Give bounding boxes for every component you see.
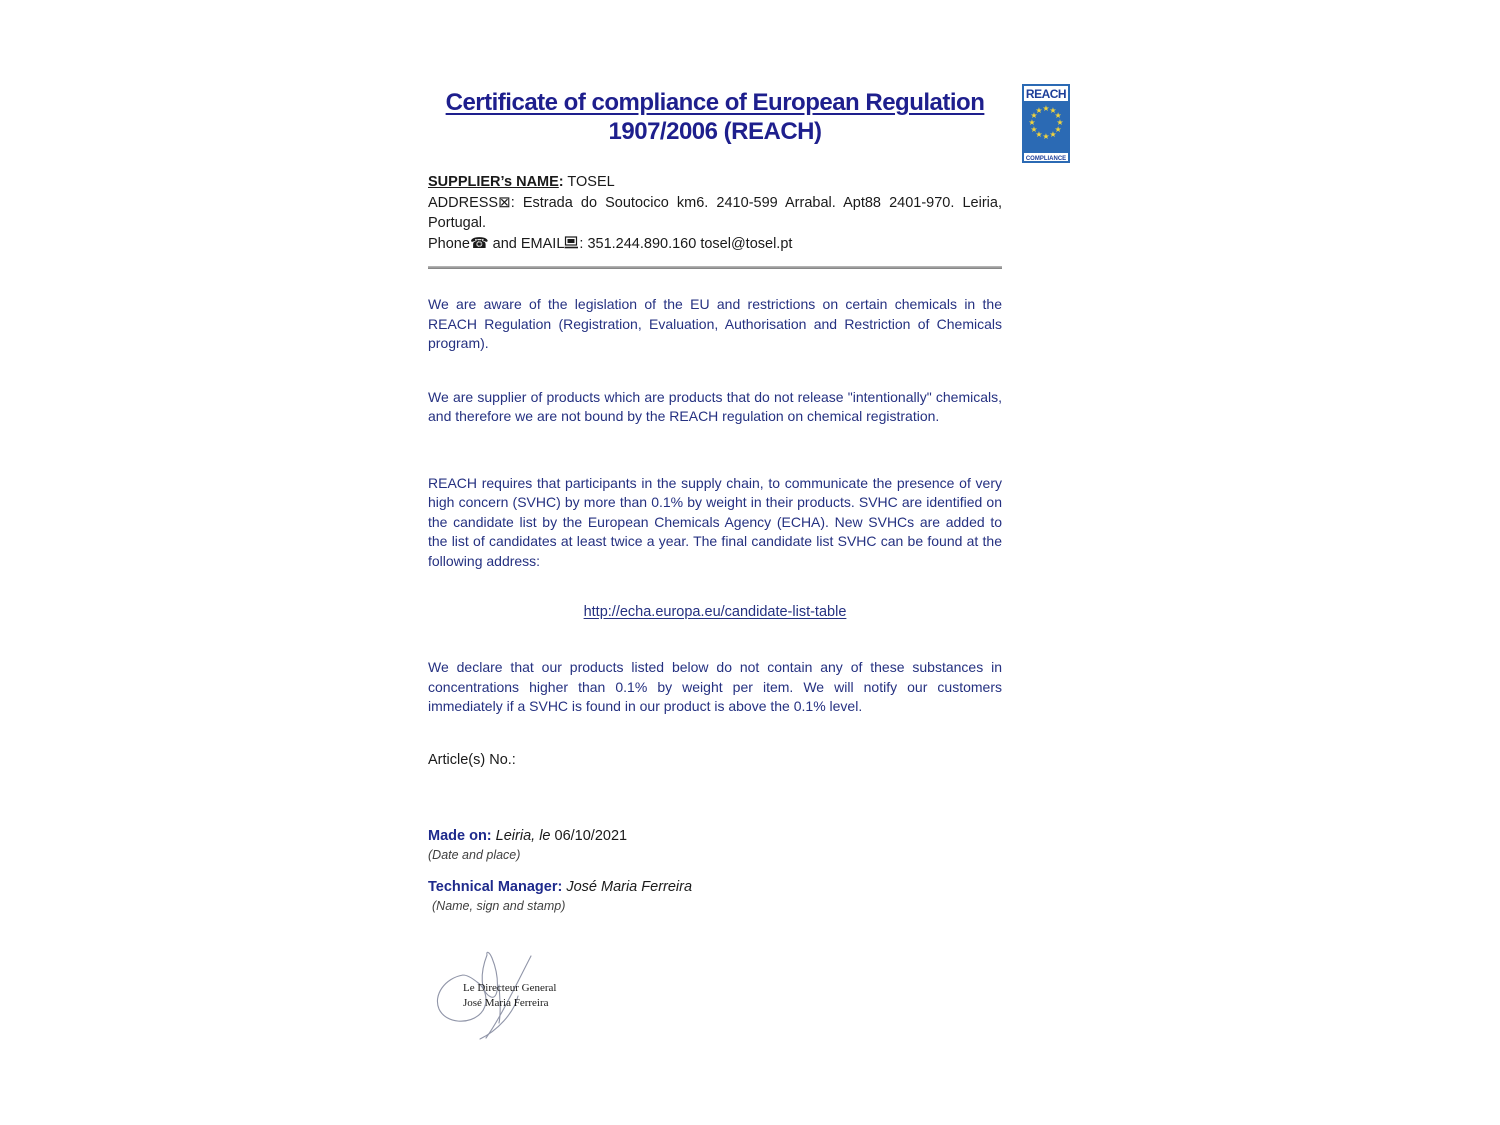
svg-text:★: ★ xyxy=(1049,105,1057,115)
technical-manager-name: José Maria Ferreira xyxy=(566,878,693,895)
eu-stars-flag xyxy=(1024,101,1068,152)
supplier-name-label: SUPPLIER’s NAME xyxy=(428,174,559,190)
svg-text:★: ★ xyxy=(1030,125,1038,134)
made-on-place: Leiria, le xyxy=(495,827,551,844)
reach-logo-word: REACH xyxy=(1025,86,1067,101)
technical-manager-label: Technical Manager: xyxy=(428,878,563,895)
paragraph-supplier-statement: We are supplier of products which are products that do not release "intentionally" chemicals, and therefore we are not bound by the REACH regulation on chemical registration. xyxy=(428,388,1002,424)
address-label: ADDRESS xyxy=(428,194,499,211)
made-on-label: Made on: xyxy=(428,827,492,844)
svg-text:★: ★ xyxy=(1028,118,1036,127)
supplier-name-value: TOSEL xyxy=(567,174,615,190)
title-line-2: 1907/2006 (REACH) xyxy=(608,118,822,145)
svg-text:★: ★ xyxy=(1042,132,1050,141)
title-line-1: Certificate of compliance of European Regulation xyxy=(445,89,985,116)
signature-title-line: Le Directeur General xyxy=(463,982,557,994)
phone-icon: ☎ xyxy=(469,234,489,252)
paragraph-declaration: We declare that our products listed below do not contain any of these substances in concentrations higher than 0.1% by weight per item. We will notify our customers immediately if a SVHC is found in our product is above the 0.1% level. xyxy=(428,659,1002,714)
supplier-address-line xyxy=(428,193,1002,234)
email-label: and EMAIL xyxy=(488,235,565,252)
reach-compliance-logo xyxy=(1022,84,1070,163)
svg-text:★: ★ xyxy=(1054,111,1062,120)
supplier-block xyxy=(428,172,1002,254)
svg-text:★: ★ xyxy=(1035,130,1043,140)
svg-text:★: ★ xyxy=(1035,105,1043,115)
paragraph-awareness: We are aware of the legislation of the EU and restrictions on certain chemicals in the REACH Regulation (Registration, Evaluation, Authorisation and Restriction of Chemicals program). xyxy=(428,296,1002,351)
address-value: : Estrada do Soutocico km6. 2410-599 Arrabal. Apt88 2401-970. Leiria, Portugal. xyxy=(428,194,1002,231)
supplier-name-line xyxy=(428,172,1002,193)
articles-no-label: Article(s) No.: xyxy=(428,751,516,768)
candidate-list-link-line xyxy=(428,602,1002,622)
supplier-contact-line xyxy=(428,234,1002,255)
name-sign-stamp-note: (Name, sign and stamp) xyxy=(432,898,566,913)
paragraph-reach-requirements: REACH requires that participants in the supply chain, to communicate the presence of very high concern (SVHC) by more than 0.1% by weight in their products. SVHC are identified on the candidate list by the European Chemicals Agency (ECHA). New SVHCs are added to the list of candidates at least twice a year. The final candidate list SVHC can be found at the following address: xyxy=(428,474,1002,569)
section-divider xyxy=(428,266,1002,269)
technical-manager-line xyxy=(428,877,1002,898)
contact-value: : 351.244.890.160 tosel@tosel.pt xyxy=(579,235,793,252)
phone-label: Phone xyxy=(428,235,470,252)
svg-text:★: ★ xyxy=(1030,111,1038,120)
document-body xyxy=(428,88,1002,915)
made-on-date: 06/10/2021 xyxy=(554,827,628,844)
signature-block xyxy=(425,945,590,1065)
signature-stamp-text xyxy=(463,981,556,1011)
svg-text:★: ★ xyxy=(1042,104,1050,113)
signature-name-line: José Maria Ferreira xyxy=(463,997,549,1009)
supplier-name-colon: : xyxy=(558,174,564,190)
made-on-line xyxy=(428,826,1002,847)
svg-text:★: ★ xyxy=(1054,125,1062,134)
svg-text:★: ★ xyxy=(1056,118,1064,127)
reach-logo-compliance: COMPLIANCE xyxy=(1024,152,1068,164)
page-title xyxy=(428,88,1002,146)
candidate-list-link[interactable]: http://echa.europa.eu/candidate-list-table xyxy=(583,604,847,620)
date-place-note: (Date and place) xyxy=(428,847,521,862)
eu-stars-icon xyxy=(1024,101,1068,147)
envelope-icon: ⊠ xyxy=(498,193,511,211)
computer-icon xyxy=(564,236,579,249)
svg-text:★: ★ xyxy=(1049,130,1057,140)
